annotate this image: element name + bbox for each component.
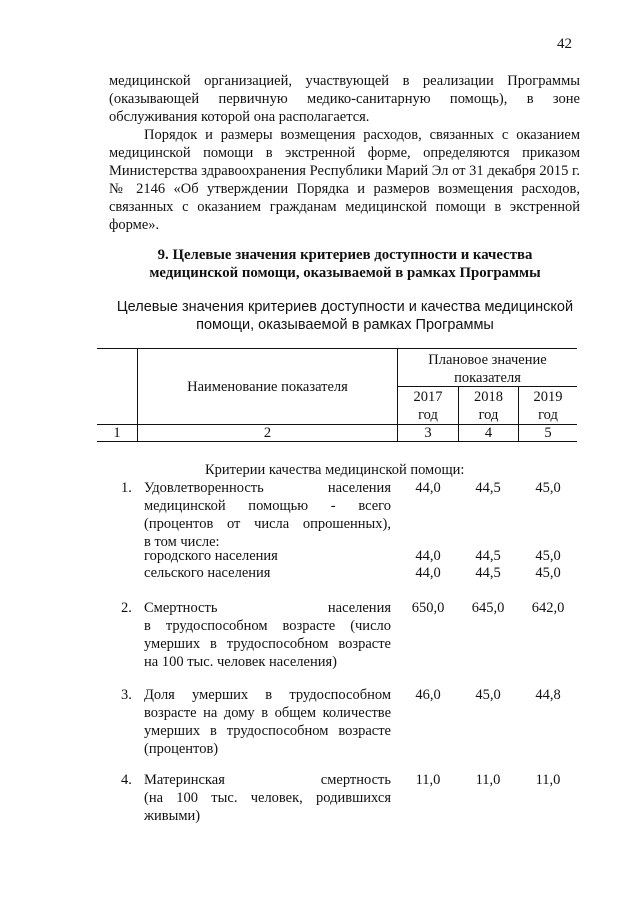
col-number-3: 3 — [424, 425, 432, 441]
header-year-2018-value: 2018 — [474, 389, 503, 405]
row-name-line: в трудоспособном возрасте (число — [144, 618, 391, 634]
criteria-heading: Критерии качества медицинской помощи: — [205, 462, 465, 478]
page-number: 42 — [557, 36, 572, 52]
value-2019: 45,0 — [535, 548, 561, 564]
row-number: 4. — [121, 772, 132, 788]
row-name-line: живыми) — [144, 808, 201, 824]
row-name — [144, 686, 391, 758]
value-2017: 46,0 — [415, 687, 441, 703]
value-2017: 650,0 — [411, 600, 445, 616]
row-name-line: (процентов) — [144, 741, 219, 757]
value-2019: 44,8 — [535, 687, 561, 703]
value-2018: 44,5 — [475, 548, 501, 564]
value-2017: 44,0 — [415, 565, 441, 581]
row-name-line: Смертность населения — [144, 600, 391, 616]
value-2019: 45,0 — [535, 480, 561, 496]
subrow-name: городского населения — [144, 548, 278, 564]
value-2017: 44,0 — [415, 548, 441, 564]
row-name-line: умерших в трудоспособном возрасте — [144, 636, 391, 652]
row-name — [144, 599, 391, 671]
header-planned-line-1: Плановое значение — [428, 352, 547, 368]
col-number-1: 1 — [113, 425, 121, 441]
table-caption-line-2: помощи, оказываемой в рамках Программы — [196, 317, 494, 333]
row-name-line: (процентов от числа опрошенных), — [144, 516, 391, 532]
table-caption — [100, 298, 590, 334]
value-2017: 11,0 — [415, 772, 441, 788]
header-year-2017-label: год — [418, 407, 438, 423]
header-planned-value — [398, 351, 577, 387]
value-2018: 44,5 — [475, 565, 501, 581]
value-2018: 45,0 — [475, 687, 501, 703]
header-indicator-name: Наименование показателя — [187, 379, 348, 395]
value-2017: 44,0 — [415, 480, 441, 496]
row-name-line: в том числе: — [144, 534, 220, 550]
header-year-2019-label: год — [538, 407, 558, 423]
col-number-5: 5 — [544, 425, 552, 441]
row-number: 1. — [121, 480, 132, 496]
header-planned-line-2: показателя — [454, 370, 521, 386]
row-name — [144, 479, 391, 551]
value-2018: 44,5 — [475, 480, 501, 496]
table-caption-line-1: Целевые значения критериев доступности и качества медицинской — [116, 299, 574, 315]
section-title-line-2: медицинской помощи, оказываемой в рамках Программы — [149, 265, 541, 281]
paragraph-1: медицинской организацией, участвующей в реализации Программы (оказывающей первичную медико-санитарную помощь), в зоне обслуживания которой она располагается. — [109, 73, 580, 125]
subrow-name: сельского населения — [144, 565, 271, 581]
header-year-2019 — [519, 388, 577, 424]
header-year-2019-value: 2019 — [533, 389, 563, 405]
header-year-2017-value: 2017 — [413, 389, 443, 405]
value-2019: 45,0 — [535, 565, 561, 581]
value-2018: 645,0 — [471, 600, 505, 616]
row-name-line: умерших в трудоспособном возрасте — [144, 723, 391, 739]
paragraph-2: Порядок и размеры возмещения расходов, связанных с оказанием медицинской помощи в экстренной форме, определяются приказом Министерства здравоохранения Республики Марий Эл от 31 декабря 2015 г. № 2146 «Об утверждении Порядка и размеров возмещения расходов, связанных с оказанием гражданам медицинской помощи в экстренной форме». — [109, 127, 580, 233]
row-name-line: на 100 тыс. человек населения) — [144, 654, 337, 670]
row-name-line: Удовлетворенность населения — [144, 480, 391, 496]
row-name-line: Доля умерших в трудоспособном — [144, 687, 391, 703]
header-year-2018-label: год — [478, 407, 499, 423]
col-number-4: 4 — [484, 425, 493, 441]
row-name-line: (на 100 тыс. человек, родившихся — [144, 790, 391, 806]
section-title — [100, 246, 590, 282]
value-2019: 642,0 — [531, 600, 565, 616]
row-number: 3. — [121, 687, 132, 703]
section-title-line-1: 9. Целевые значения критериев доступности и качества — [157, 247, 533, 263]
header-year-2017 — [398, 388, 458, 424]
col-number-2: 2 — [263, 425, 272, 441]
header-year-2018 — [459, 388, 518, 424]
row-name — [144, 771, 391, 825]
row-number: 2. — [121, 600, 132, 616]
row-name-line: Материнская смертность — [144, 772, 391, 788]
value-2019: 11,0 — [535, 772, 561, 788]
value-2018: 11,0 — [475, 772, 501, 788]
row-name-line: медицинской помощью - всего — [144, 498, 391, 514]
row-name-line: возрасте на дому в общем количестве — [144, 705, 391, 721]
